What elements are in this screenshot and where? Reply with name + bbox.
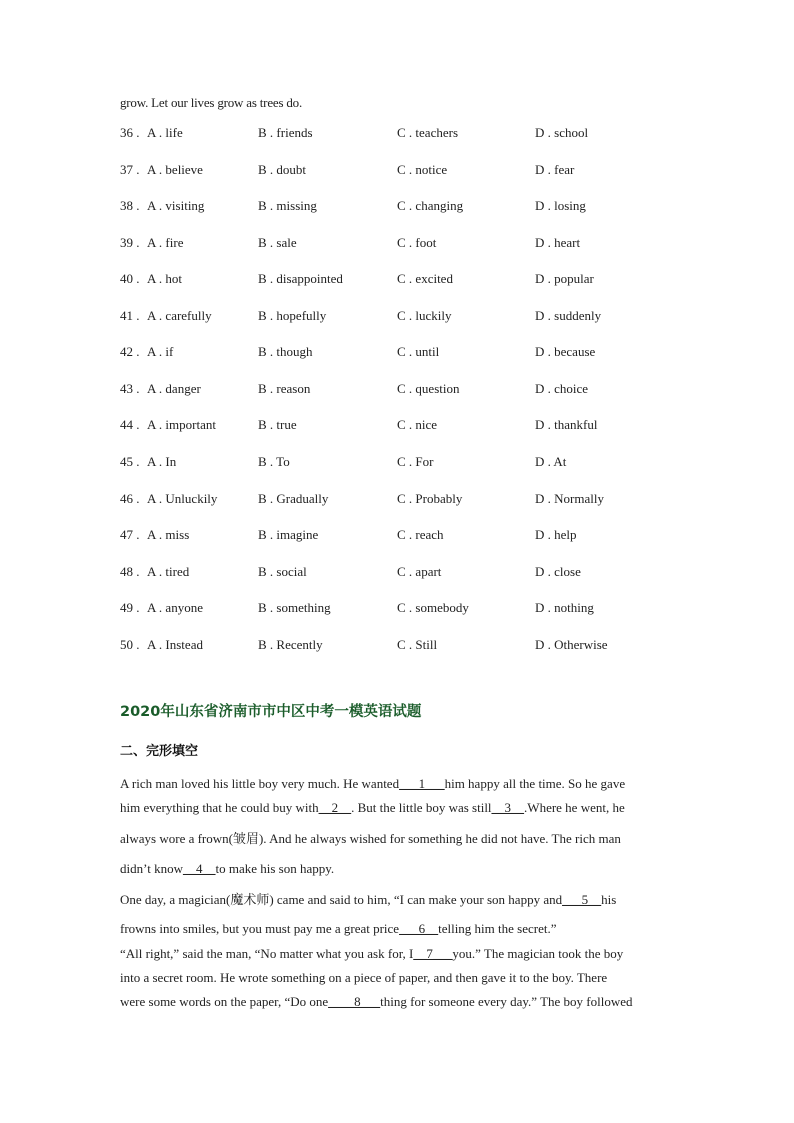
question-row [120,637,680,657]
option-a: A . carefully [147,307,212,323]
question-row [120,600,680,620]
text-segment: frowns into smiles, but you must pay me a great price [120,921,400,936]
option-d: D . help [535,527,577,543]
option-c: C . For [397,453,434,469]
question-row [120,308,680,328]
question-number: 50 . [120,636,140,652]
option-d: D . fear [535,161,575,177]
question-row [120,125,680,145]
question-row [120,564,680,584]
text-segment: him everything that he could buy with [120,800,319,815]
option-c: C . until [397,344,440,360]
blank-1: ___1___ [399,776,445,791]
question-number: 39 . [120,234,140,250]
option-b: B . though [258,344,313,360]
passage-line-5 [120,889,616,908]
option-a: A . danger [147,380,201,396]
option-a: A . hot [147,271,183,287]
passage-line-3: always wore a frown(皱眉). And he always wished for something he did not have. The rich man [120,831,621,846]
blank-3: __3__ [491,800,525,815]
question-number: 44 . [120,417,140,433]
question-number: 40 . [120,271,140,287]
question-row [120,381,680,401]
option-a: A . if [147,344,174,360]
question-row [120,235,680,255]
question-number: 46 . [120,490,140,506]
option-d: D . school [535,125,589,140]
passage-line-4 [120,861,334,877]
question-number: 42 . [120,344,140,360]
question-number: 36 . [120,125,140,140]
option-b: B . friends [258,125,313,140]
passage-line-9 [120,994,633,1010]
text-segment: A rich man loved his little boy very much. He wanted [120,776,400,791]
question-number: 45 . [120,453,140,469]
option-a: A . miss [147,527,190,543]
option-a: A . In [147,453,177,469]
option-a: A . tired [147,563,190,579]
option-b: B . true [258,417,297,433]
option-c: C . apart [397,563,442,579]
option-c: C . Probably [397,490,463,506]
option-a: A . visiting [147,198,205,214]
option-c: C . excited [397,271,453,287]
question-number: 37 . [120,161,140,177]
option-b: B . To [258,453,290,469]
option-c: C . foot [397,234,437,250]
option-c: C . somebody [397,600,469,616]
option-d: D . popular [535,271,594,287]
option-c: C . question [397,380,460,396]
option-d: D . heart [535,234,581,250]
option-d: D . Normally [535,490,604,506]
option-c: C . notice [397,161,448,177]
text-segment: .Where he went, he [524,800,625,815]
passage-line-6 [120,921,557,937]
option-d: D . choice [535,380,589,396]
passage-ending-line: grow. Let our lives grow as trees do. [120,95,303,110]
option-d: D . thankful [535,417,598,433]
option-d: D . because [535,344,596,360]
option-b: B . something [258,600,331,616]
option-a: A . Instead [147,636,203,652]
question-number: 49 . [120,600,140,616]
option-c: C . nice [397,417,438,433]
text-segment: you.” The magician took the boy [452,946,624,961]
option-d: D . losing [535,198,586,214]
blank-7: __7___ [413,946,453,961]
question-row [120,198,680,218]
text-segment: to make his son happy. [215,861,335,876]
option-a: A . life [147,125,183,140]
question-number: 38 . [120,198,140,214]
text-segment: didn’t know [120,861,183,876]
option-d: D . close [535,563,581,579]
text-segment: were some words on the paper, “Do one [120,994,329,1009]
option-d: D . nothing [535,600,594,616]
option-c: C . reach [397,527,444,543]
question-row [120,454,680,474]
question-number: 43 . [120,380,140,396]
option-b: B . imagine [258,527,319,543]
question-row [120,491,680,511]
passage-line-1 [120,776,625,792]
option-d: D . Otherwise [535,636,608,652]
text-segment: . But the little boy was still [351,800,492,815]
question-row [120,271,680,291]
text-segment: telling him the secret.” [438,921,557,936]
option-b: B . missing [258,198,317,214]
question-row [120,344,680,364]
question-number: 48 . [120,563,140,579]
blank-4: __4__ [182,861,216,876]
option-c: C . luckily [397,307,452,323]
option-b: B . sale [258,234,297,250]
passage-line-2 [120,800,625,816]
passage-line-7 [120,946,623,962]
option-b: B . disappointed [258,271,343,287]
option-a: A . fire [147,234,184,250]
blank-2: __2__ [318,800,352,815]
option-c: C . changing [397,198,464,214]
option-b: B . Gradually [258,490,329,506]
option-d: D . At [535,453,567,469]
option-a: A . anyone [147,600,203,616]
option-b: B . doubt [258,161,307,177]
question-number: 47 . [120,527,140,543]
option-b: B . hopefully [258,307,327,323]
option-a: A . believe [147,161,203,177]
question-row [120,417,680,437]
option-a: A . Unluckily [147,490,218,506]
text-segment: One day, a magician(魔术师) came and said to him, “I can make your son happy and [120,892,563,907]
blank-6: ___6__ [399,921,439,936]
passage-line-8: into a secret room. He wrote something on a piece of paper, and then gave it to the boy. There [120,970,608,985]
option-c: C . teachers [397,125,459,140]
section-title: 2020年山东省济南市市中区中考一模英语试题 [120,704,422,720]
option-d: D . suddenly [535,307,602,323]
text-segment: “All right,” said the man, “No matter what you ask for, I [120,946,414,961]
text-segment: his [601,892,617,907]
question-row [120,162,680,182]
blank-8: ____8___ [328,994,381,1009]
section-subtitle: 二、完形填空 [120,744,199,759]
text-segment: him happy all the time. So he gave [444,776,626,791]
option-c: C . Still [397,636,438,652]
option-b: B . Recently [258,636,323,652]
option-b: B . reason [258,380,311,396]
blank-5: ___5__ [562,892,602,907]
question-number: 41 . [120,307,140,323]
option-a: A . important [147,417,216,433]
text-segment: thing for someone every day.” The boy followed [380,994,633,1009]
question-row [120,527,680,547]
option-b: B . social [258,563,307,579]
